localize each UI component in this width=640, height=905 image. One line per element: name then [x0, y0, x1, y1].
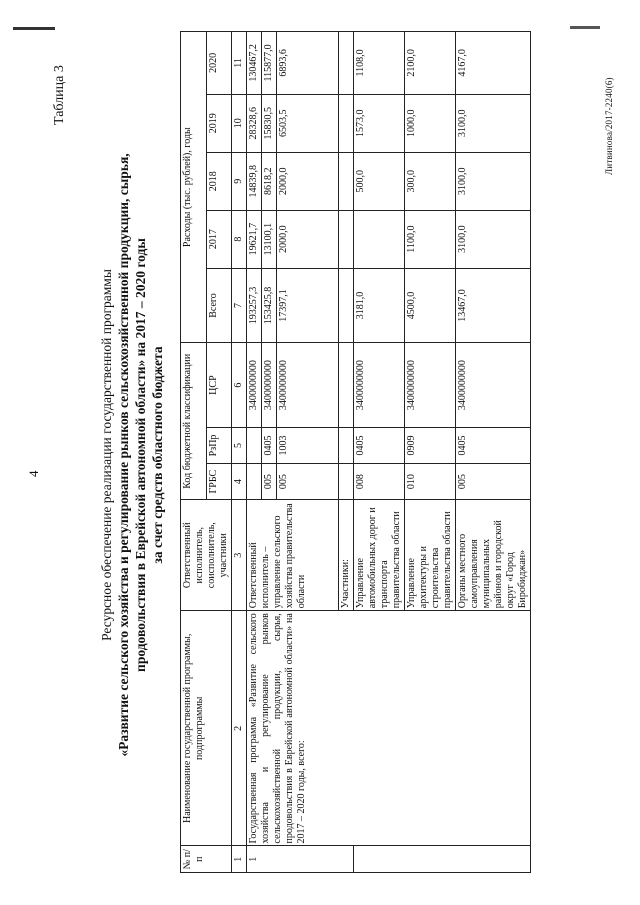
cell-csr: 3400000000 [247, 343, 262, 427]
rotated-page [10, 15, 630, 895]
cell-total: 153425,8 [262, 268, 277, 343]
cell-2017: 1100,0 [405, 210, 456, 268]
header-executor: Ответственный исполнитель, соисполнитель, участники [181, 500, 232, 611]
header-budget-code: Код бюджетной классификации [181, 343, 207, 500]
cell-2019: 3100,0 [456, 94, 531, 152]
column-number: 9 [232, 152, 247, 210]
cell-2018: 300,0 [405, 152, 456, 210]
column-number: 8 [232, 210, 247, 268]
cell-2018: 500,0 [354, 152, 405, 210]
cell-2018: 2000,0 [277, 152, 339, 210]
cell-total: 193257,3 [247, 268, 262, 343]
participants-label: Участники: [339, 500, 354, 611]
cell-2017: 13100,1 [262, 210, 277, 268]
column-number: 11 [232, 32, 247, 95]
column-number: 10 [232, 94, 247, 152]
cell-total: 13467,0 [456, 268, 531, 343]
header-2017: 2017 [206, 210, 232, 268]
header-expenses: Расходы (тыс. рублей), годы [181, 32, 207, 343]
header-total: Всего [206, 268, 232, 343]
cell-csr: 3400000000 [277, 343, 339, 427]
cell-2017 [354, 210, 405, 268]
cell-total: 4500,0 [405, 268, 456, 343]
cell-2019: 15830,5 [262, 94, 277, 152]
cell-total: 3181,0 [354, 268, 405, 343]
cell-rzpr: 1003 [277, 427, 339, 463]
cell-2019: 1573,0 [354, 94, 405, 152]
header-num: № п/п [181, 846, 232, 873]
resource-table [180, 31, 531, 873]
cell-2017: 3100,0 [456, 210, 531, 268]
cell-2020: 4167,0 [456, 32, 531, 95]
column-number: 3 [232, 500, 247, 611]
header-rzpr: РзПр [206, 427, 232, 463]
cell-2019: 6503,5 [277, 94, 339, 152]
header-2019: 2019 [206, 94, 232, 152]
scan-edge-mark [13, 27, 55, 30]
cell-2020: 6893,6 [277, 32, 339, 95]
table-row [247, 32, 262, 873]
cell-csr: 3400000000 [405, 343, 456, 427]
cell-2018: 14839,8 [247, 152, 262, 210]
row-num: 1 [247, 846, 354, 873]
column-number: 7 [232, 268, 247, 343]
column-number: 2 [232, 611, 247, 846]
cell-rzpr: 0405 [456, 427, 531, 463]
header-2018: 2018 [206, 152, 232, 210]
cell-csr: 3400000000 [262, 343, 277, 427]
cell-rzpr: 0405 [262, 427, 277, 463]
header-2020: 2020 [206, 32, 232, 95]
column-number-row [232, 32, 247, 873]
cell-2017: 19621,7 [247, 210, 262, 268]
column-number: 1 [232, 846, 247, 873]
cell-2018: 3100,0 [456, 152, 531, 210]
column-number: 4 [232, 464, 247, 500]
header-name: Наименование государственной программы, подпрограммы [181, 611, 232, 846]
program-name: Государственная программа «Развитие сельского хозяйства и регулирование рынков сельскохозяйственной продукции, сырья, продовольствия в Еврейской автономной области» на 2017 – 2020 годы, всего: [247, 611, 531, 846]
participant-name: Управление автомобильных дорог и транспорта правительства области [354, 500, 405, 611]
header-grbs: ГРБС [206, 464, 232, 500]
cell-rzpr: 0405 [354, 427, 405, 463]
cell-2020: 2100,0 [405, 32, 456, 95]
cell-2019: 1000,0 [405, 94, 456, 152]
cell-2020: 130467,2 [247, 32, 262, 95]
cell-2020: 1108,0 [354, 32, 405, 95]
cell-grbs: 005 [277, 464, 339, 500]
document-signature: Литвинова/2017-2240(6) [604, 77, 614, 175]
program-executor: Ответственный исполнитель – управление сельского хозяйства правительства области [247, 500, 339, 611]
cell-grbs: 005 [262, 464, 277, 500]
page-number: 4 [26, 470, 41, 477]
table-label: Таблица 3 [52, 65, 67, 125]
cell-csr: 3400000000 [456, 343, 531, 427]
cell-grbs [247, 464, 262, 500]
header-csr: ЦСР [206, 343, 232, 427]
cell-2017: 2000,0 [277, 210, 339, 268]
cell-total: 17397,1 [277, 268, 339, 343]
document-title [98, 75, 166, 835]
scan-edge-mark [570, 26, 600, 29]
cell-2018: 8618,2 [262, 152, 277, 210]
cell-csr: 3400000000 [354, 343, 405, 427]
cell-rzpr [247, 427, 262, 463]
cell-grbs: 005 [456, 464, 531, 500]
participant-name: Управление архитектуры и строительства правительства области [405, 500, 456, 611]
participant-name: Органы местного самоуправления муниципальных районов и городской округ «Город Биробиджан» [456, 500, 531, 611]
cell-2019: 28328,6 [247, 94, 262, 152]
title-line: продовольствия в Еврейской автономной области» на 2017 – 2020 годы [133, 238, 148, 672]
column-number: 5 [232, 427, 247, 463]
title-line: «Развитие сельского хозяйства и регулирование рынков сельскохозяйственной продукции, сырья, [116, 153, 131, 757]
cell-2020: 115877,0 [262, 32, 277, 95]
cell-grbs: 008 [354, 464, 405, 500]
title-line: за счет средств областного бюджета [150, 346, 165, 564]
column-number: 6 [232, 343, 247, 427]
cell-rzpr: 0909 [405, 427, 456, 463]
cell-grbs: 010 [405, 464, 456, 500]
title-line: Ресурсное обеспечение реализации государственной программы [99, 269, 114, 641]
